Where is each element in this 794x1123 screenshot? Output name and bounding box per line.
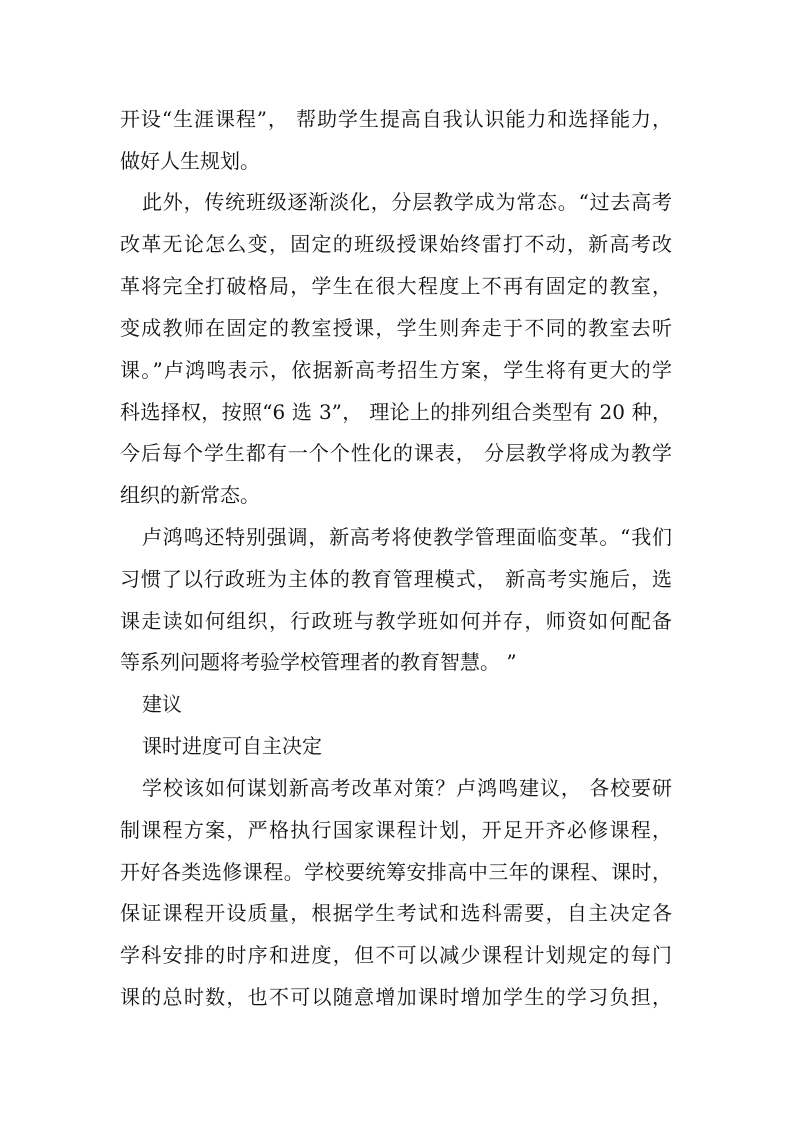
- paragraph-line: 开设“生涯课程”， 帮助学生提高自我认识能力和选择能力，: [120, 107, 672, 131]
- paragraph-line: 习惯了以行政班为主体的教育管理模式， 新高考实施后，选: [120, 567, 672, 591]
- paragraph-line: 做好人生规划。: [120, 149, 260, 173]
- paragraph-line: 此外，传统班级逐渐淡化，分层教学成为常态。“过去高考: [142, 190, 672, 214]
- paragraph-line: 保证课程开设质量，根据学生考试和选科需要，自主决定各: [120, 901, 672, 925]
- section-heading: 建议: [142, 692, 182, 716]
- paragraph-line: 课的总时数，也不可以随意增加课时增加学生的学习负担，: [120, 985, 672, 1009]
- paragraph-line: 开好各类选修课程。学校要统筹安排高中三年的课程、课时，: [120, 860, 672, 884]
- paragraph-line: 改革无论怎么变，固定的班级授课始终雷打不动，新高考改: [120, 232, 672, 256]
- paragraph-line: 学科安排的时序和进度，但不可以减少课程计划规定的每门: [120, 943, 672, 967]
- paragraph-line: 等系列问题将考验学校管理者的教育智慧。 ”: [120, 650, 517, 674]
- paragraph-line: 课。”卢鸿鸣表示，依据新高考招生方案，学生将有更大的学: [120, 358, 672, 382]
- paragraph-line: 革将完全打破格局，学生在很大程度上不再有固定的教室，: [120, 274, 672, 298]
- paragraph-line: 变成教师在固定的教室授课，学生则奔走于不同的教室去听: [120, 316, 672, 340]
- paragraph-line: 制课程方案，严格执行国家课程计划，开足开齐必修课程，: [120, 818, 672, 842]
- section-subheading: 课时进度可自主决定: [142, 734, 322, 758]
- paragraph-line: 卢鸿鸣还特别强调，新高考将使教学管理面临变革。“我们: [142, 525, 672, 549]
- paragraph-line: 组织的新常态。: [120, 483, 260, 507]
- paragraph-line: 科选择权，按照“6 选 3”， 理论上的排列组合类型有 20 种，: [120, 400, 672, 424]
- paragraph-line: 今后每个学生都有一个个性化的课表， 分层教学将成为教学: [120, 441, 672, 465]
- paragraph-line: 学校该如何谋划新高考改革对策？卢鸿鸣建议， 各校要研: [142, 776, 672, 800]
- paragraph-line: 课走读如何组织，行政班与教学班如何并存，师资如何配备: [120, 609, 672, 633]
